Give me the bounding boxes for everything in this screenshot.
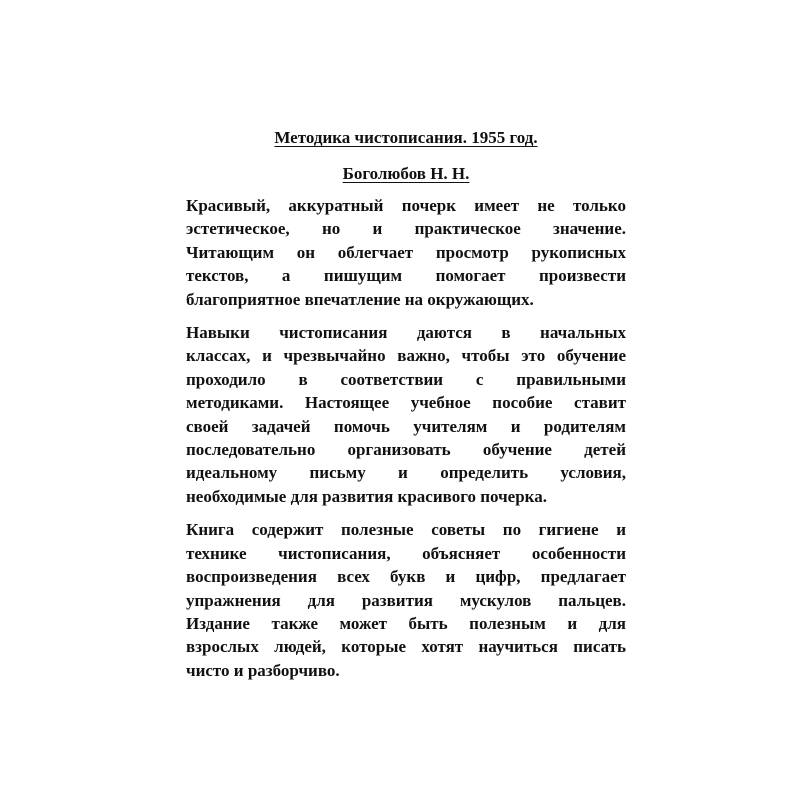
paragraph-2 — [186, 321, 626, 508]
text-line: своей задачей помочь учителям и родителям — [186, 416, 626, 436]
text-line: Навыки чистописания даются в начальных — [186, 323, 626, 343]
text-line: технике чистописания, объясняет особенности — [186, 543, 626, 563]
text-line: упражнения для развития мускулов пальцев. — [186, 590, 626, 610]
text-line: методиками. Настоящее учебное пособие ставит — [186, 393, 626, 413]
document-title: Методика чистописания. 1955 год. — [274, 128, 538, 147]
text-line: благоприятное впечатление на окружающих. — [186, 289, 534, 309]
text-line: последовательно организовать обучение детей — [186, 440, 626, 460]
text-line: Красивый, аккуратный почерк имеет не только — [186, 196, 626, 215]
text-line: эстетическое, но и практическое значение. — [186, 219, 626, 239]
text-line: необходимые для развития красивого почерка. — [186, 486, 547, 506]
document-author: Боголюбов Н. Н. — [342, 164, 470, 183]
paragraph-3 — [186, 518, 626, 682]
text-line: классах, и чрезвычайно важно, чтобы это обучение — [186, 346, 626, 366]
text-line: взрослых людей, которые хотят научиться писать — [186, 637, 626, 657]
text-line: текстов, а пишущим помогает произвести — [186, 266, 626, 286]
paragraph-1 — [186, 194, 626, 311]
text-line: Издание также может быть полезным и для — [186, 613, 626, 633]
text-line: проходило в соответствии с правильными — [186, 369, 626, 389]
text-line: воспроизведения всех букв и цифр, предлагает — [186, 567, 626, 587]
text-line: Читающим он облегчает просмотр рукописных — [186, 242, 626, 262]
text-line: Книга содержит полезные советы по гигиене и — [186, 520, 626, 540]
document — [186, 126, 626, 682]
text-line: идеальному письму и определить условия, — [186, 463, 626, 483]
text-line: чисто и разборчиво. — [186, 660, 340, 680]
